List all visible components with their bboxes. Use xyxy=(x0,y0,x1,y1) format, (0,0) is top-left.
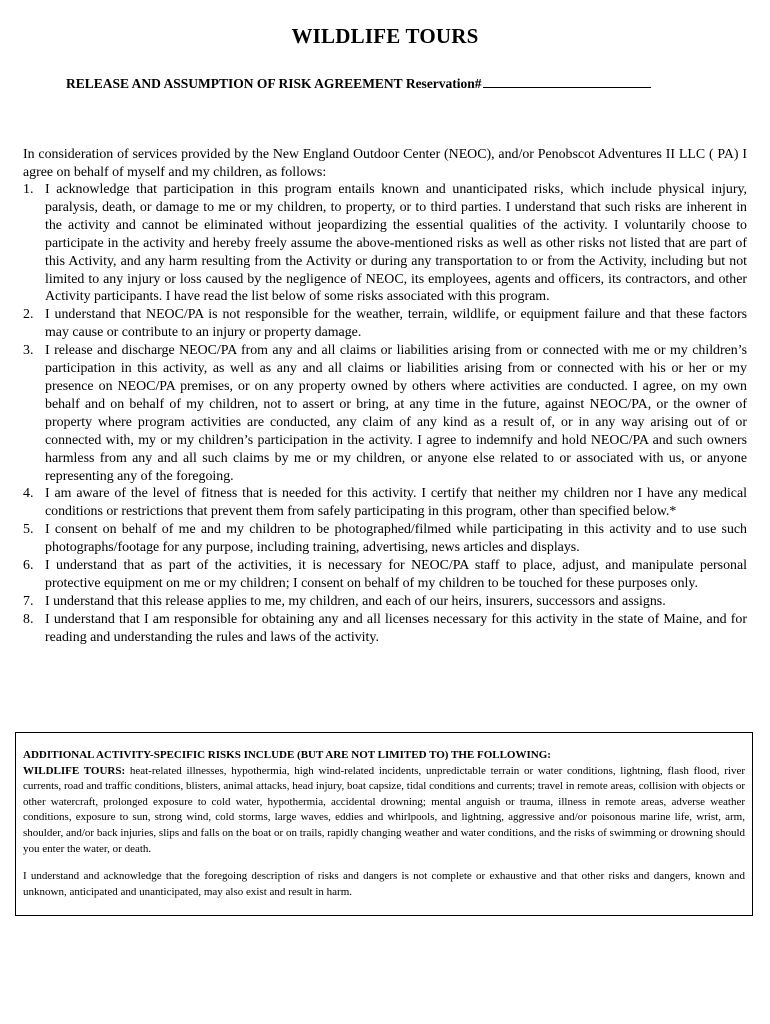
item-number: 7. xyxy=(23,593,34,609)
agreement-list xyxy=(23,181,747,647)
agreement-item xyxy=(23,485,747,521)
agreement-item xyxy=(23,593,747,611)
item-number: 2. xyxy=(23,307,34,323)
agreement-item xyxy=(23,306,747,342)
item-text: I understand that I am responsible for obtaining any and all licenses necessary for this activity in the state of Maine, and for reading and understanding the rules and laws of the activity. xyxy=(45,611,747,645)
agreement-heading: RELEASE AND ASSUMPTION OF RISK AGREEMENT Reservation# xyxy=(66,76,482,91)
agreement-item xyxy=(23,521,747,557)
agreement-item xyxy=(23,342,747,485)
item-text: I understand that this release applies to me, my children, and each of our heirs, insurers, successors and assigns. xyxy=(45,593,666,609)
item-number: 3. xyxy=(23,343,34,359)
risks-list: heat-related illnesses, hypothermia, high wind-related incidents, unpredictable terrain or water conditions, lightning, flash flood, river currents, road and traffic conditions, blisters, animal attacks, head injury, boat capsize, tidal conditions and currents; travel in remote areas, collision with objects or other watercraft, prolonged exposure to cold water, hypothermia, accidental drowning; mental anguish or trauma, illness in remote areas, adverse weather conditions, exposure to sun, strong wind, cold storms, large waves, eddies and whirlpools, and lightning, aggressive and/or poisonous marine life, wrist, arm, shoulder, and/or back injuries, slips and falls on the boat or on trails, rapidly changing weather and water conditions, and the risks of swimming or drowning should you enter the water, or death. xyxy=(23,764,746,855)
additional-risks-box xyxy=(15,732,753,916)
item-number: 5. xyxy=(23,522,34,538)
agreement-item xyxy=(23,181,747,306)
intro-paragraph: In consideration of services provided by the New England Outdoor Center (NEOC), and/or Penobscot Adventures II LLC ( PA) I agree on behalf of myself and my children, as follows: xyxy=(23,147,747,180)
item-number: 8. xyxy=(23,611,34,627)
item-text: I release and discharge NEOC/PA from any and all claims or liabilities arising from or connected with me or my children’s participation in this activity, as well as any and all claims or liabilities arising from or connected with his or her or my presence on NEOC/PA premises, or on any property owned by others where activities are conducted. I agree, on my own behalf and on behalf of my children, not to assert or bring, at any time in the future, against NEOC/PA, or the owner of property where program activities are conducted, any claim of any kind as a result of, or in any way arising out of or connected with, my or my children’s participation in the activity. I agree to indemnify and hold NEOC/PA and such owners harmless from any and all such claims by me or my children, or anyone else related to or associated with us, or anyone representing any of the foregoing. xyxy=(45,343,747,484)
item-text: I understand that as part of the activities, it is necessary for NEOC/PA staff to place, adjust, and manipulate personal protective equipment on me or my children; I consent on behalf of my children to be touched for these purposes only. xyxy=(45,558,747,591)
risks-acknowledgement: I understand and acknowledge that the foregoing description of risks and dangers is not complete or exhaustive and that other risks and dangers, known and unknown, anticipated and unanticipated, may also exist and result in harm. xyxy=(23,870,745,898)
risks-label: WILDLIFE TOURS: xyxy=(23,764,126,777)
risks-heading: ADDITIONAL ACTIVITY-SPECIFIC RISKS INCLUDE (BUT ARE NOT LIMITED TO) THE FOLLOWING: xyxy=(23,749,551,761)
risks-paragraph xyxy=(23,764,745,858)
item-text: I understand that NEOC/PA is not responsible for the weather, terrain, wildlife, or equipment failure and that these factors may cause or contribute to an injury or property damage. xyxy=(45,307,747,341)
reservation-number-blank xyxy=(483,75,651,88)
document-title: WILDLIFE TOURS xyxy=(291,24,479,48)
item-number: 6. xyxy=(23,558,34,574)
item-number: 1. xyxy=(23,182,34,197)
item-text: I consent on behalf of me and my children to be photographed/filmed while participating in this activity and to use such photographs/footage for any purpose, including training, advertising, news articles and displays. xyxy=(45,522,747,556)
agreement-item xyxy=(23,557,747,593)
item-text: I am aware of the level of fitness that is needed for this activity. I certify that neither my children nor I have any medical conditions or restrictions that prevent them from safely participating in this program, other than specified below.* xyxy=(45,486,747,520)
item-number: 4. xyxy=(23,486,34,502)
item-text: I acknowledge that participation in this program entails known and unanticipated risks, which include physical injury, paralysis, death, or damage to me or my children, to property, or to third parties. I understand that such risks are inherent in the activity and cannot be eliminated without jeopardizing the essential qualities of the activity. I voluntarily choose to participate in the activity and hereby freely assume the above-mentioned risks as well as other risks not listed that are part of this Activity, and any harm resulting from the Activity or during any transportation to or from the Activity, including but not limited to any injury or loss caused by the negligence of NEOC, its employees, agents and officers, its contractors, and other Activity participants. I have read the list below of some risks associated with this program. xyxy=(45,182,747,305)
agreement-item xyxy=(23,611,747,647)
document-subtitle xyxy=(66,75,651,92)
